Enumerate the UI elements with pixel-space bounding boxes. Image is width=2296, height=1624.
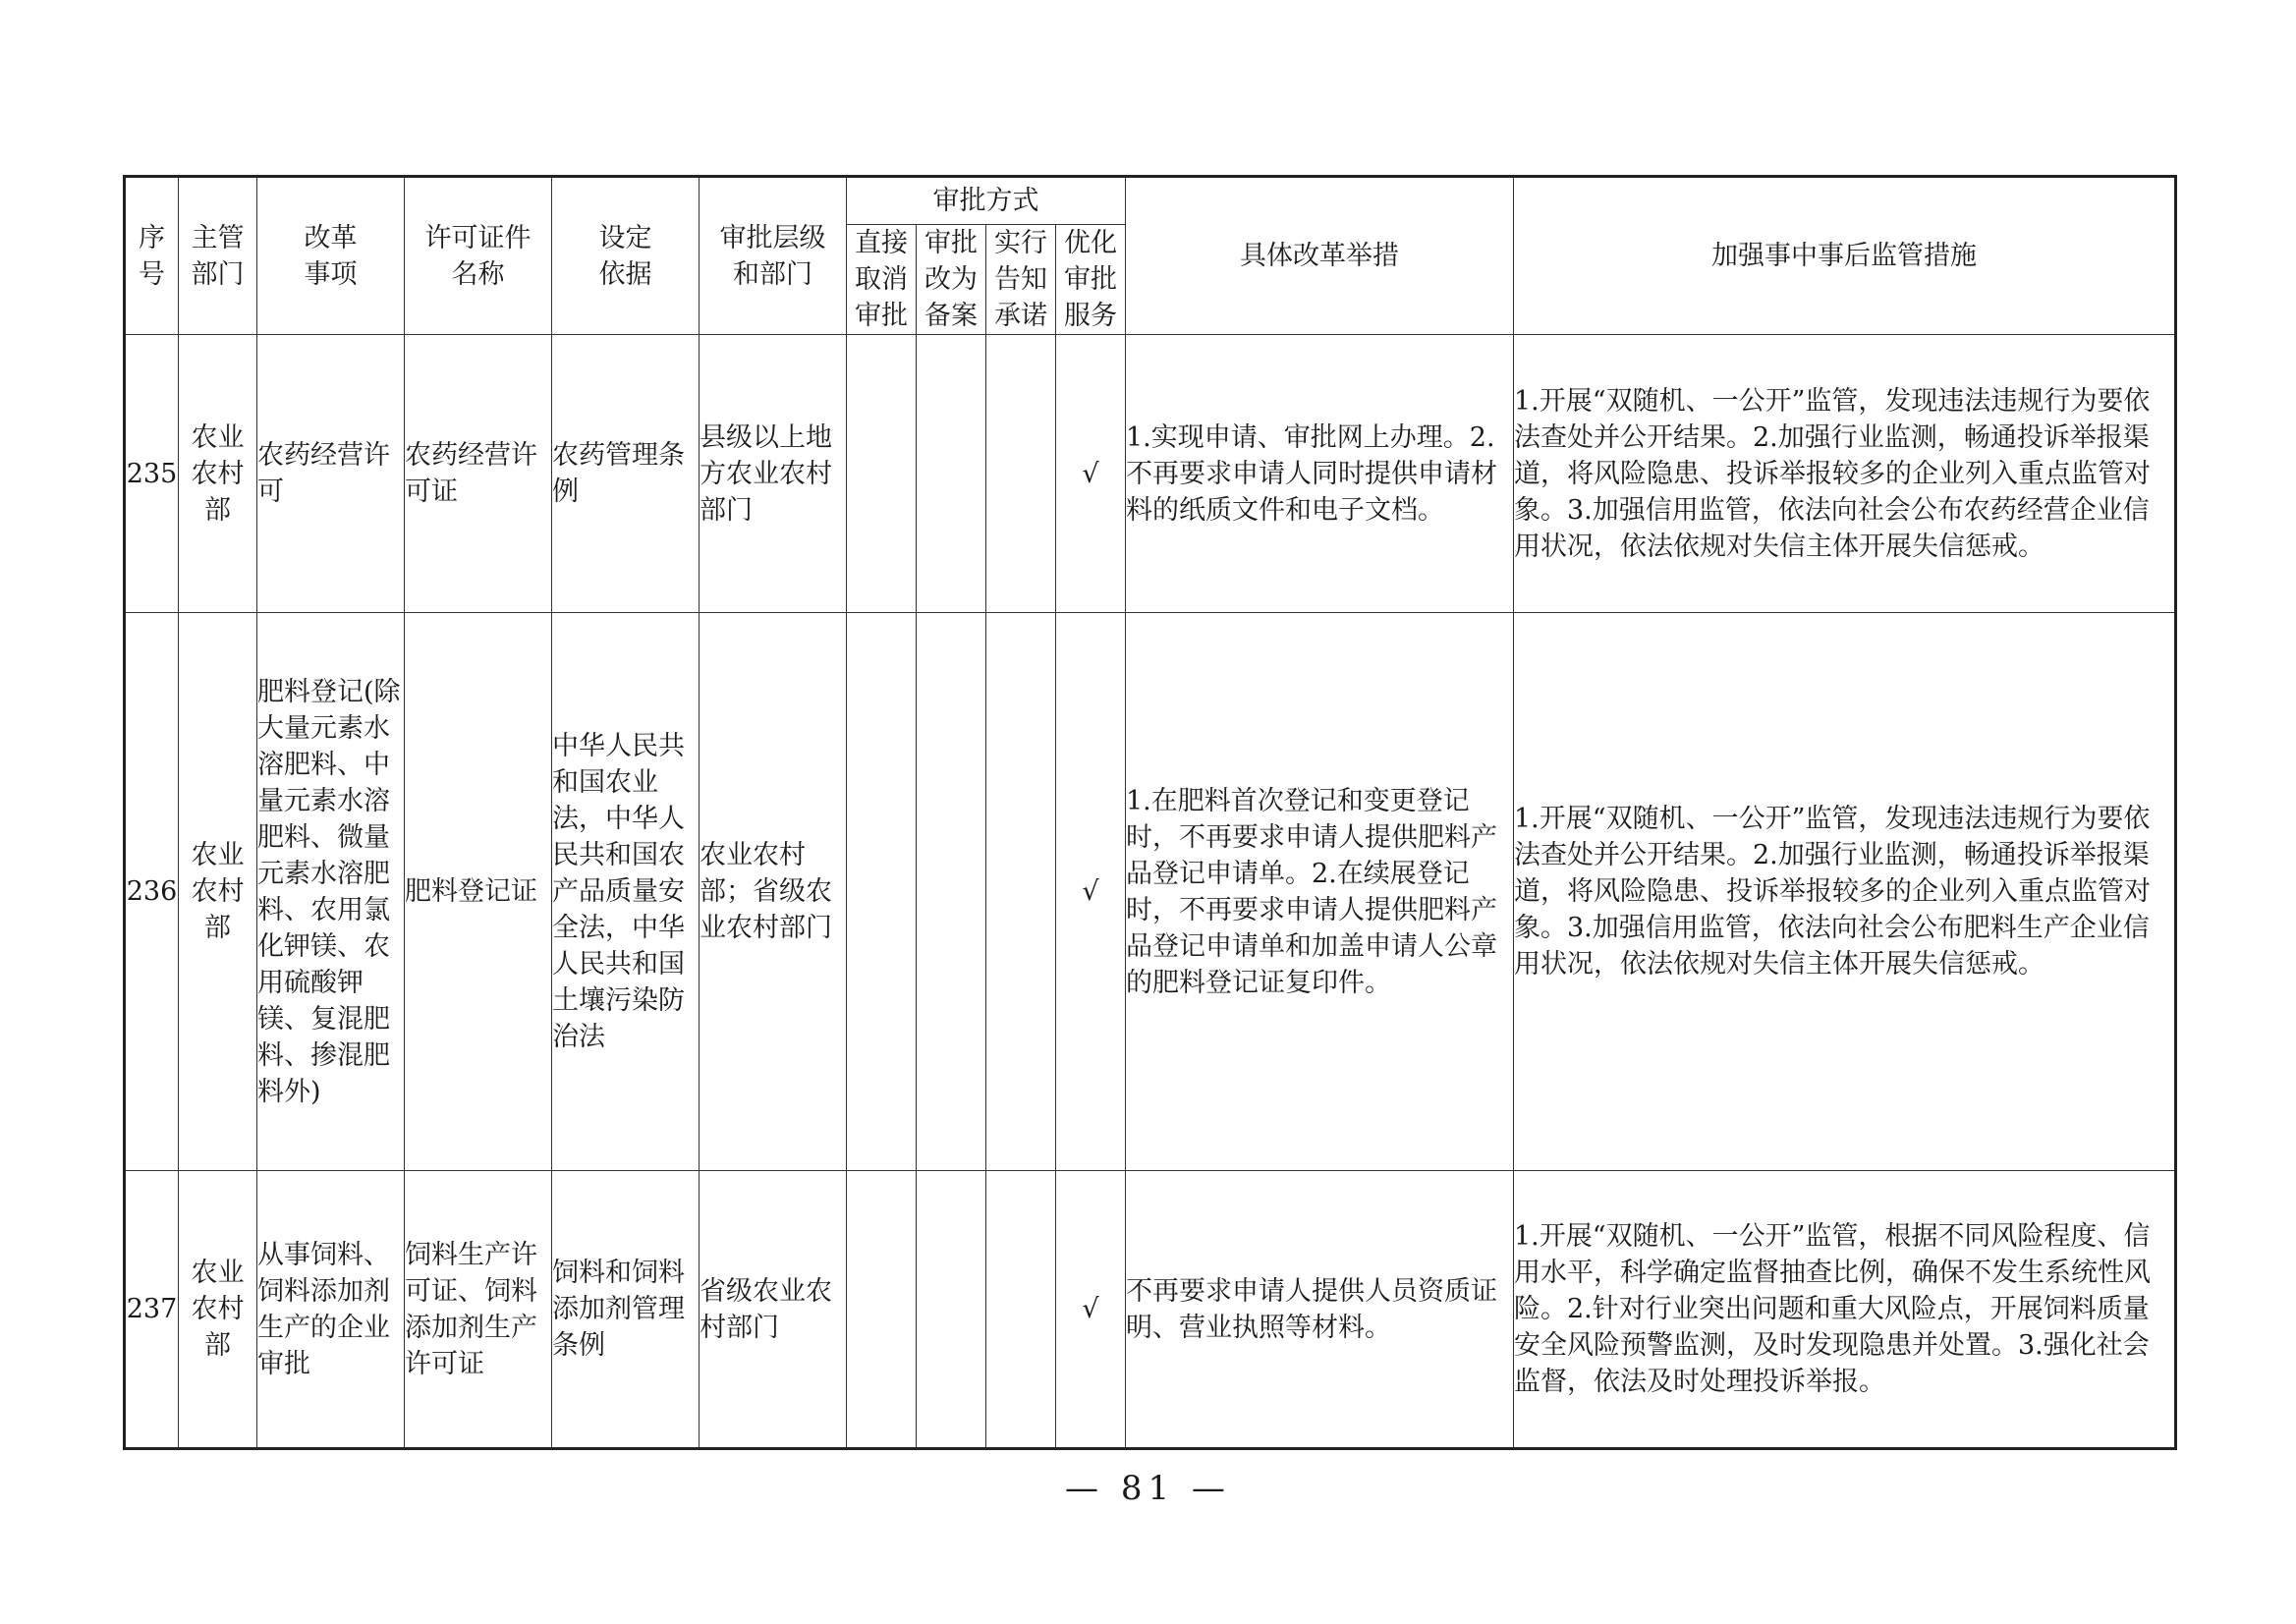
row-basis: 农药管理条例 xyxy=(552,335,700,613)
header-notify-commit: 实行告知承诺 xyxy=(986,225,1056,335)
header-seq: 序号 xyxy=(125,177,179,335)
row-mark-optimize: √ xyxy=(1056,613,1126,1171)
header-dept: 主管部门 xyxy=(179,177,257,335)
page-number: — 81 — xyxy=(1065,1469,1231,1508)
row-level: 省级农业农村部门 xyxy=(700,1171,847,1449)
row-basis: 饲料和饲料添加剂管理条例 xyxy=(552,1171,700,1449)
row-measures: 1.实现申请、审批网上办理。2.不再要求申请人同时提供申请材料的纸质文件和电子文档。 xyxy=(1126,335,1514,613)
row-item: 农药经营许可 xyxy=(257,335,405,613)
reform-table xyxy=(123,175,2177,1450)
row-basis: 中华人民共和国农业法，中华人民共和国农产品质量安全法，中华人民共和国土壤污染防治法 xyxy=(552,613,700,1171)
row-supervision: 1.开展“双随机、一公开”监管，根据不同风险程度、信用水平，科学确定监督抽查比例，确保不发生系统性风险。2.针对行业突出问题和重大风险点，开展饲料质量安全风险预警监测，及时发现隐患并处置。3.强化社会监督，依法及时处理投诉举报。 xyxy=(1514,1171,2176,1449)
row-dept: 农业农村部 xyxy=(179,1171,257,1449)
header-supervision: 加强事中事后监管措施 xyxy=(1514,177,2176,335)
row-mark-optimize: √ xyxy=(1056,335,1126,613)
row-item: 从事饲料、饲料添加剂生产的企业审批 xyxy=(257,1171,405,1449)
row-mark-filing xyxy=(917,613,986,1171)
row-seq: 235 xyxy=(125,335,179,613)
row-dept: 农业农村部 xyxy=(179,613,257,1171)
header-item: 改革事项 xyxy=(257,177,405,335)
header-to-filing: 审批改为备案 xyxy=(917,225,986,335)
row-mark-optimize: √ xyxy=(1056,1171,1126,1449)
header-measures: 具体改革举措 xyxy=(1126,177,1514,335)
row-mark-notify xyxy=(986,1171,1056,1449)
table-row xyxy=(125,613,2176,1171)
row-supervision: 1.开展“双随机、一公开”监管，发现违法违规行为要依法查处并公开结果。2.加强行业监测，畅通投诉举报渠道，将风险隐患、投诉举报较多的企业列入重点监管对象。3.加强信用监管，依法向社会公布农药经营企业信用状况，依法依规对失信主体开展失信惩戒。 xyxy=(1514,335,2176,613)
row-mark-notify xyxy=(986,613,1056,1171)
row-dept: 农业农村部 xyxy=(179,335,257,613)
row-license: 肥料登记证 xyxy=(405,613,552,1171)
header-level: 审批层级和部门 xyxy=(700,177,847,335)
row-seq: 237 xyxy=(125,1171,179,1449)
row-level: 农业农村部；省级农业农村部门 xyxy=(700,613,847,1171)
row-measures: 不再要求申请人提供人员资质证明、营业执照等材料。 xyxy=(1126,1171,1514,1449)
row-mark-cancel xyxy=(847,1171,917,1449)
row-mark-cancel xyxy=(847,335,917,613)
header-approval-group: 审批方式 xyxy=(847,177,1126,225)
row-mark-notify xyxy=(986,335,1056,613)
header-basis: 设定依据 xyxy=(552,177,700,335)
row-seq: 236 xyxy=(125,613,179,1171)
row-mark-filing xyxy=(917,1171,986,1449)
row-level: 县级以上地方农业农村部门 xyxy=(700,335,847,613)
header-cancel-approval: 直接取消审批 xyxy=(847,225,917,335)
row-mark-filing xyxy=(917,335,986,613)
header-license: 许可证件名称 xyxy=(405,177,552,335)
header-optimize-service: 优化审批服务 xyxy=(1056,225,1126,335)
row-measures: 1.在肥料首次登记和变更登记时，不再要求申请人提供肥料产品登记申请单。2.在续展登记时，不再要求申请人提供肥料产品登记申请单和加盖申请人公章的肥料登记证复印件。 xyxy=(1126,613,1514,1171)
row-mark-cancel xyxy=(847,613,917,1171)
row-item: 肥料登记(除大量元素水溶肥料、中量元素水溶肥料、微量元素水溶肥料、农用氯化钾镁、农用硫酸钾镁、复混肥料、掺混肥料外) xyxy=(257,613,405,1171)
row-supervision: 1.开展“双随机、一公开”监管，发现违法违规行为要依法查处并公开结果。2.加强行业监测，畅通投诉举报渠道，将风险隐患、投诉举报较多的企业列入重点监管对象。3.加强信用监管，依法向社会公布肥料生产企业信用状况，依法依规对失信主体开展失信惩戒。 xyxy=(1514,613,2176,1171)
row-license: 饲料生产许可证、饲料添加剂生产许可证 xyxy=(405,1171,552,1449)
table-row xyxy=(125,335,2176,613)
table-row xyxy=(125,1171,2176,1449)
row-license: 农药经营许可证 xyxy=(405,335,552,613)
